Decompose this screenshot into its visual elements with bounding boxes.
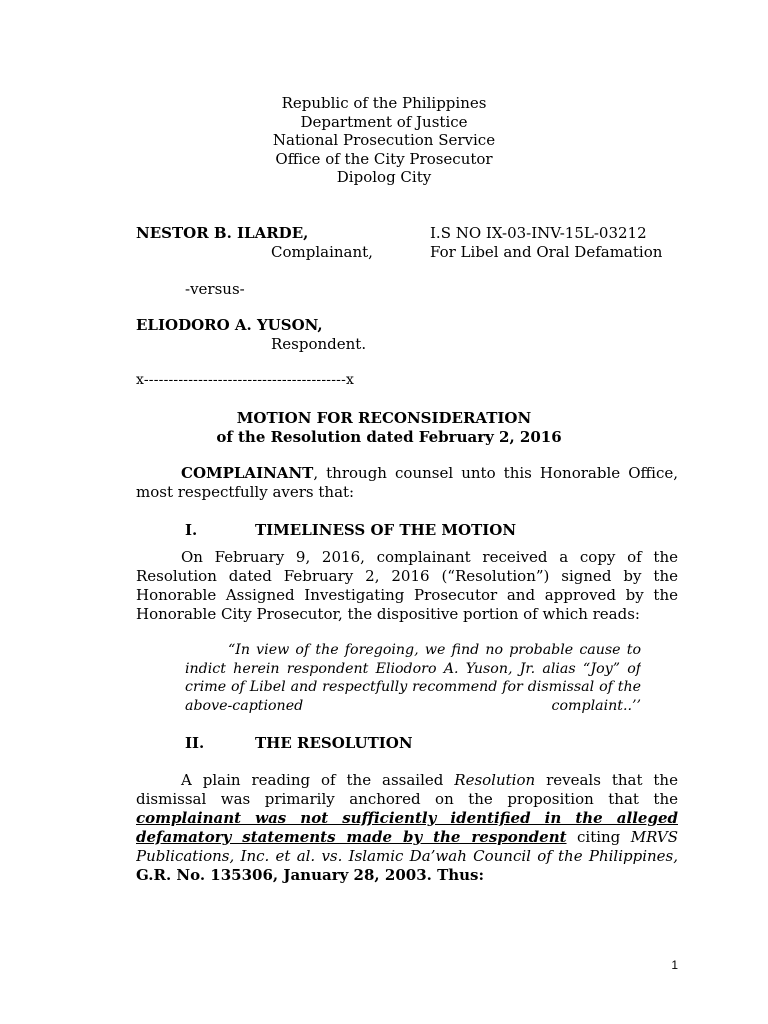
page-number: 1 bbox=[671, 958, 678, 972]
caption-separator: x-----------------------------------------x bbox=[136, 372, 355, 388]
s2-line-4 bbox=[136, 828, 678, 847]
s2-l4-underlined: defamatory statements made by the respondent bbox=[136, 828, 567, 846]
s2-line-1 bbox=[136, 771, 678, 790]
s2-l5-case: Publications, Inc. et al. vs. Islamic Da’wah Council of the Philippines, bbox=[136, 847, 678, 865]
s2-line-2: dismissal was primarily anchored on the proposition that the bbox=[136, 790, 678, 808]
s1-line-1: On February 9, 2016, complainant received a copy of the bbox=[181, 548, 678, 566]
respondent-name: ELIODORO A. YUSON, bbox=[136, 316, 323, 334]
case-nature: For Libel and Oral Defamation bbox=[430, 243, 663, 261]
respondent-role: Respondent. bbox=[271, 335, 367, 353]
quote-line-3: crime of Libel and respectfully recommend for dismissal of the bbox=[185, 679, 641, 696]
header-city: Dipolog City bbox=[336, 168, 432, 187]
s2-line-3: complainant was not sufficiently identified in the alleged bbox=[136, 809, 678, 827]
office-header bbox=[0, 94, 768, 187]
s1-line-3: Honorable Assigned Investigating Prosecutor and approved by the bbox=[136, 586, 678, 604]
intro-line-1 bbox=[136, 464, 678, 483]
intro-lead: COMPLAINANT bbox=[181, 464, 314, 482]
quote-line-2: indict herein respondent Eliodoro A. Yuson, Jr. alias “Joy” of bbox=[185, 660, 641, 677]
s2-l1-c: reveals that the bbox=[546, 771, 678, 789]
motion-subtitle: of the Resolution dated February 2, 2016 bbox=[216, 428, 562, 446]
section-1-number: I. bbox=[185, 521, 198, 539]
intro-rest: , through counsel unto this Honorable Office, bbox=[313, 464, 678, 482]
s2-line-6: G.R. No. 135306, January 28, 2003. Thus: bbox=[136, 866, 485, 884]
complainant-role: Complainant, bbox=[271, 243, 373, 261]
section-2-paragraph bbox=[136, 771, 678, 885]
case-number: I.S NO IX-03-INV-15L-03212 bbox=[430, 224, 647, 242]
header-service: National Prosecution Service bbox=[272, 131, 496, 150]
header-department: Department of Justice bbox=[300, 112, 468, 131]
header-office: Office of the City Prosecutor bbox=[275, 149, 493, 168]
quote-line-4: above-captioned complaint..’’ bbox=[185, 697, 641, 714]
intro-paragraph bbox=[136, 464, 678, 502]
s1-line-2: Resolution dated February 2, 2016 (“Resolution”) signed by the bbox=[136, 567, 678, 585]
section-2-title: THE RESOLUTION bbox=[255, 734, 413, 752]
intro-line-2: most respectfully avers that: bbox=[136, 483, 355, 501]
dispositive-quote bbox=[185, 641, 641, 715]
s2-l4-citing: citing bbox=[577, 828, 621, 846]
header-republic: Republic of the Philippines bbox=[281, 94, 487, 112]
s2-l1-a: A plain reading of the assailed bbox=[181, 771, 444, 789]
complainant-name: NESTOR B. ILARDE, bbox=[136, 224, 309, 242]
quote-line-1: “In view of the foregoing, we find no probable cause to bbox=[228, 642, 641, 658]
section-2-number: II. bbox=[185, 734, 205, 752]
s2-l4-mrvs: MRVS bbox=[630, 828, 678, 846]
s2-l1-resolution: Resolution bbox=[454, 771, 536, 789]
section-1-title: TIMELINESS OF THE MOTION bbox=[255, 521, 517, 539]
s2-line-5 bbox=[136, 847, 678, 866]
section-1-paragraph bbox=[136, 548, 678, 624]
versus-label: -versus- bbox=[185, 280, 245, 298]
motion-title: MOTION FOR RECONSIDERATION bbox=[236, 409, 532, 427]
s1-line-4: Honorable City Prosecutor, the dispositive portion of which reads: bbox=[136, 605, 640, 623]
